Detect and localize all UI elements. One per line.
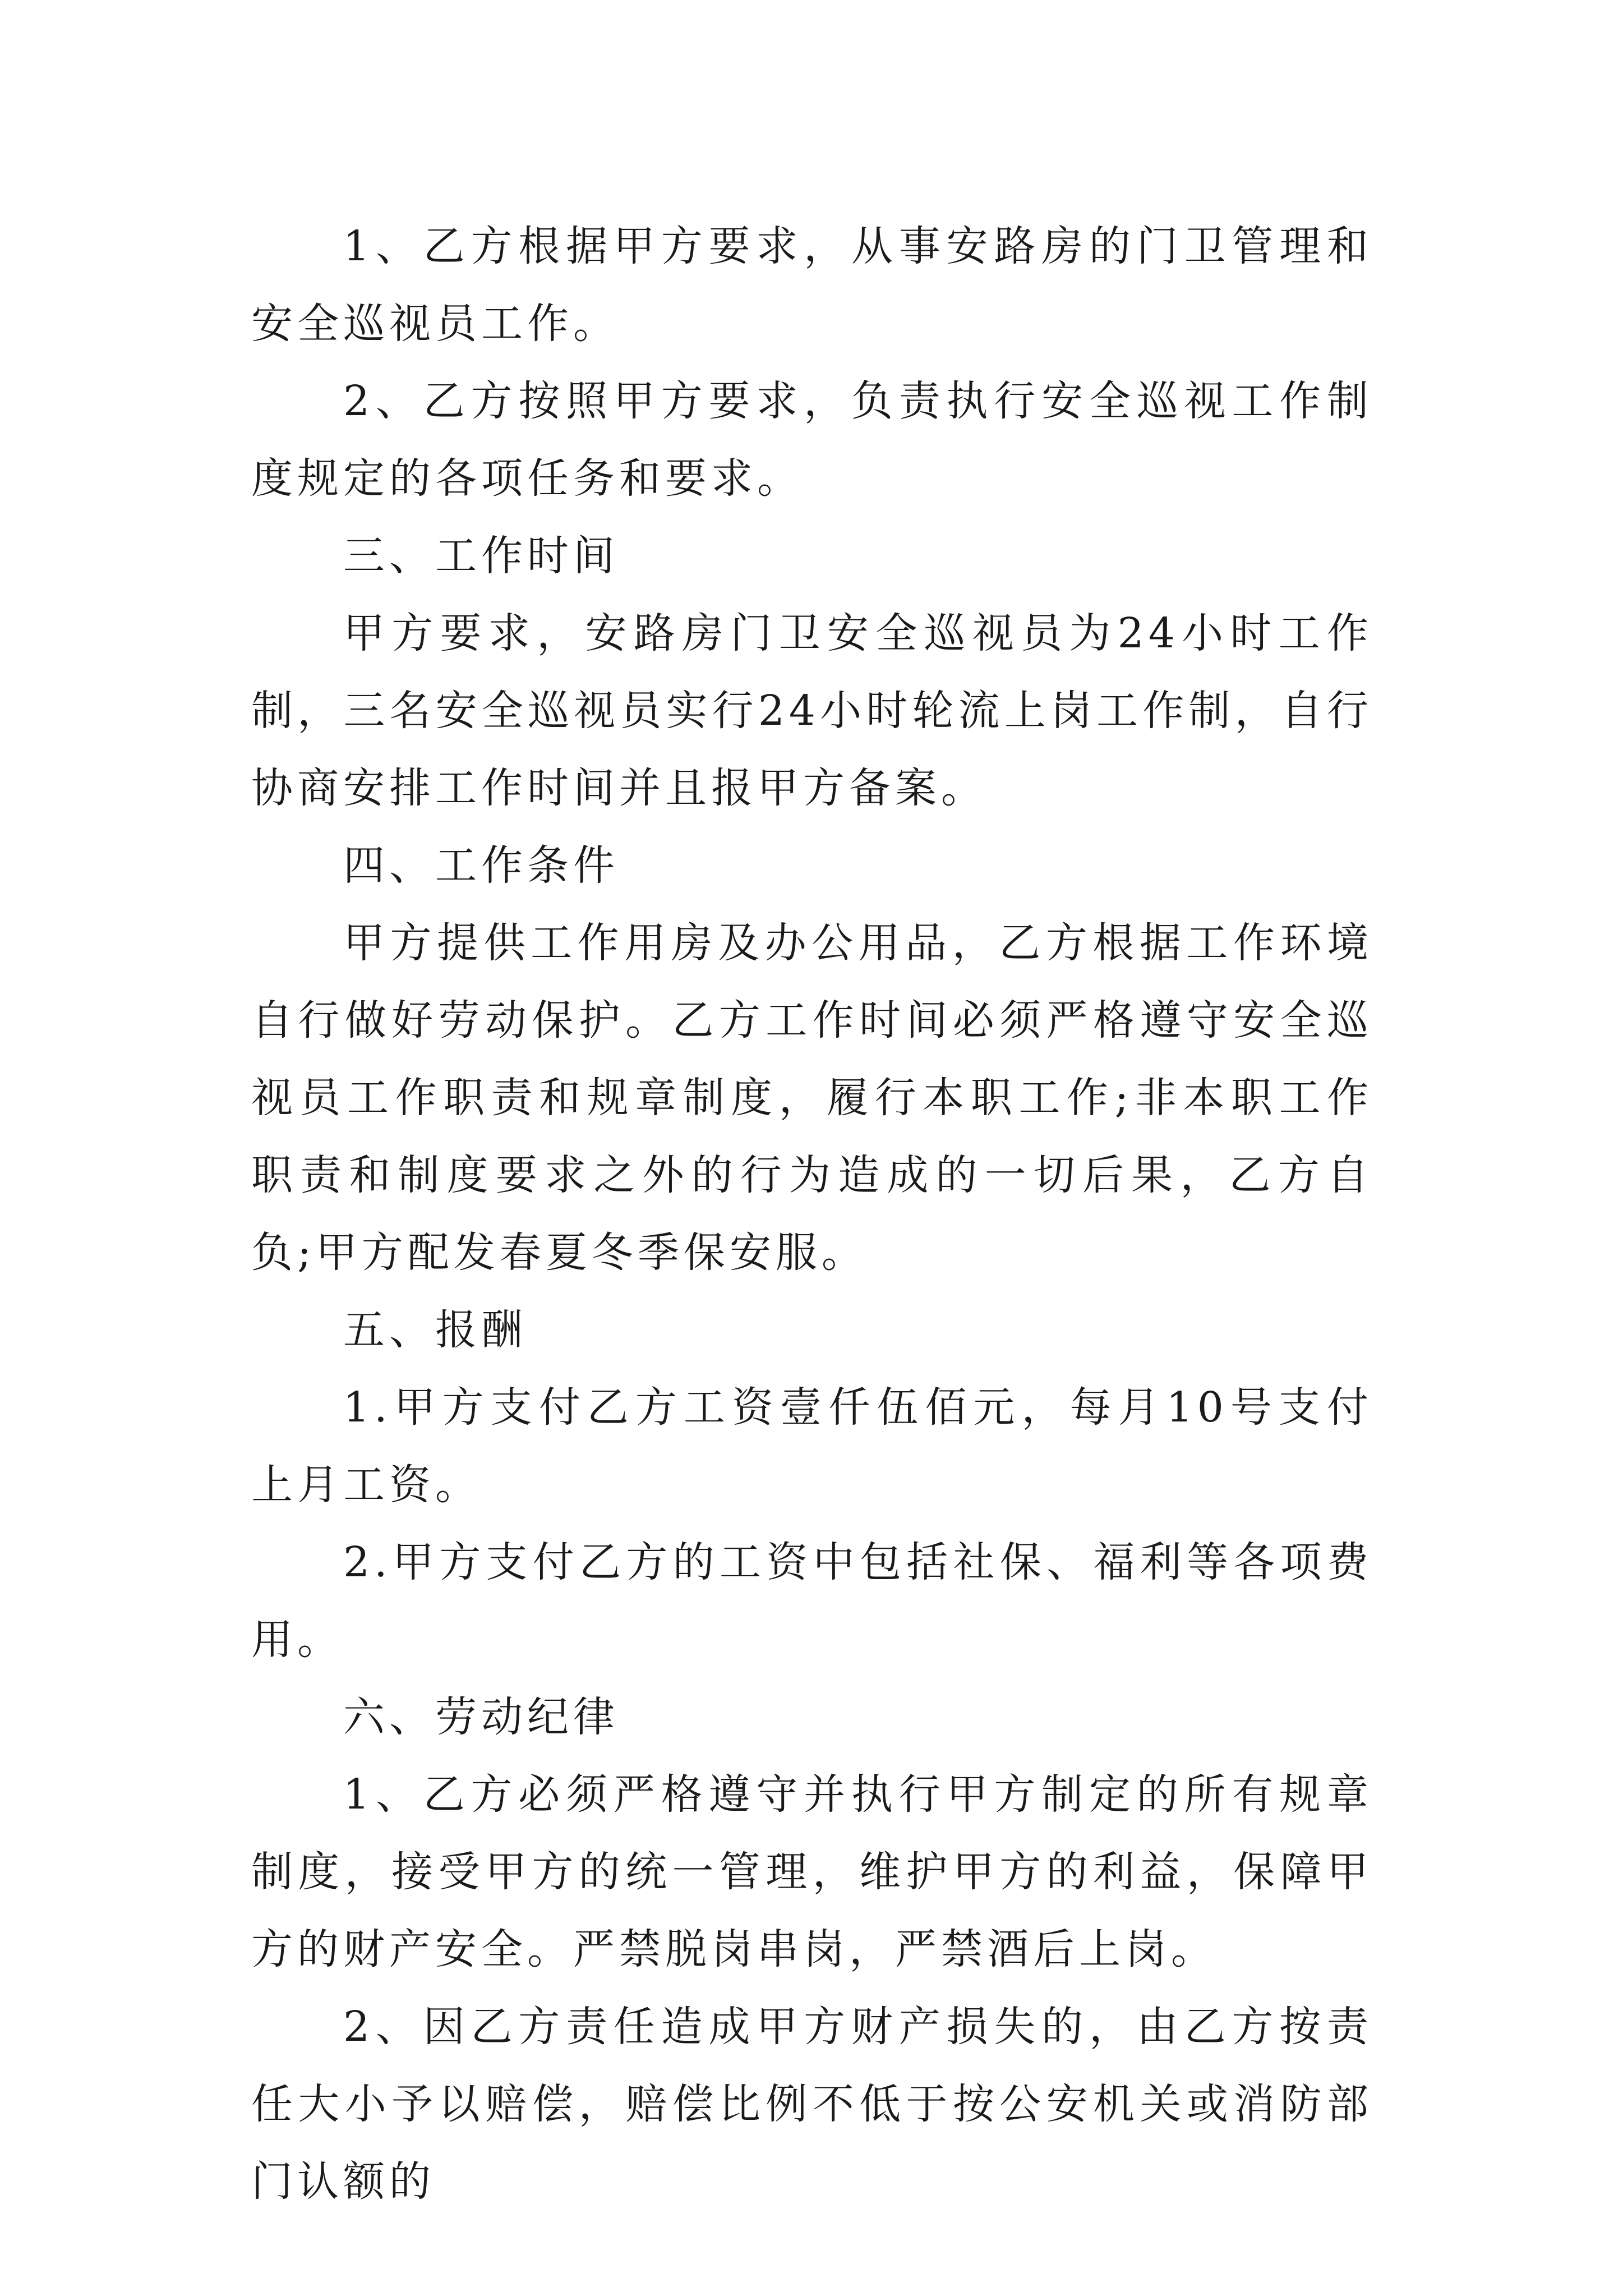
paragraph-remuneration-2: 2.甲方支付乙方的工资中包括社保、福利等各项费用。 <box>251 1538 1373 1664</box>
section-heading-working-hours: 三、工作时间 <box>343 532 619 580</box>
section-heading-remuneration: 五、报酬 <box>343 1306 527 1354</box>
paragraph-remuneration-1: 1.甲方支付乙方工资壹仟伍佰元，每月10号支付上月工资。 <box>251 1383 1373 1509</box>
paragraph-duty-1: 1、乙方根据甲方要求，从事安路房的门卫管理和安全巡视员工作。 <box>251 222 1373 348</box>
section-heading-working-conditions: 四、工作条件 <box>343 841 619 890</box>
paragraph-duty-2: 2、乙方按照甲方要求，负责执行安全巡视工作制度规定的各项任务和要求。 <box>251 377 1373 503</box>
paragraph-discipline-1: 1、乙方必须严格遵守并执行甲方制定的所有规章制度，接受甲方的统一管理，维护甲方的利益，保障甲方的财产安全。严禁脱岗串岗，严禁酒后上岗。 <box>251 1770 1373 1973</box>
paragraph-working-conditions: 甲方提供工作用房及办公用品，乙方根据工作环境自行做好劳动保护。乙方工作时间必须严格遵守安全巡视员工作职责和规章制度，履行本职工作;非本职工作职责和制度要求之外的行为造成的一切后果，乙方自负;甲方配发春夏冬季保安服。 <box>251 919 1373 1277</box>
document-body <box>251 208 1373 2220</box>
paragraph-working-hours: 甲方要求，安路房门卫安全巡视员为24小时工作制，三名安全巡视员实行24小时轮流上岗工作制，自行协商安排工作时间并且报甲方备案。 <box>251 609 1373 812</box>
section-heading-labor-discipline: 六、劳动纪律 <box>343 1693 619 1741</box>
paragraph-discipline-2: 2、因乙方责任造成甲方财产损失的，由乙方按责任大小予以赔偿，赔偿比例不低于按公安机关或消防部门认额的 <box>251 2003 1373 2206</box>
